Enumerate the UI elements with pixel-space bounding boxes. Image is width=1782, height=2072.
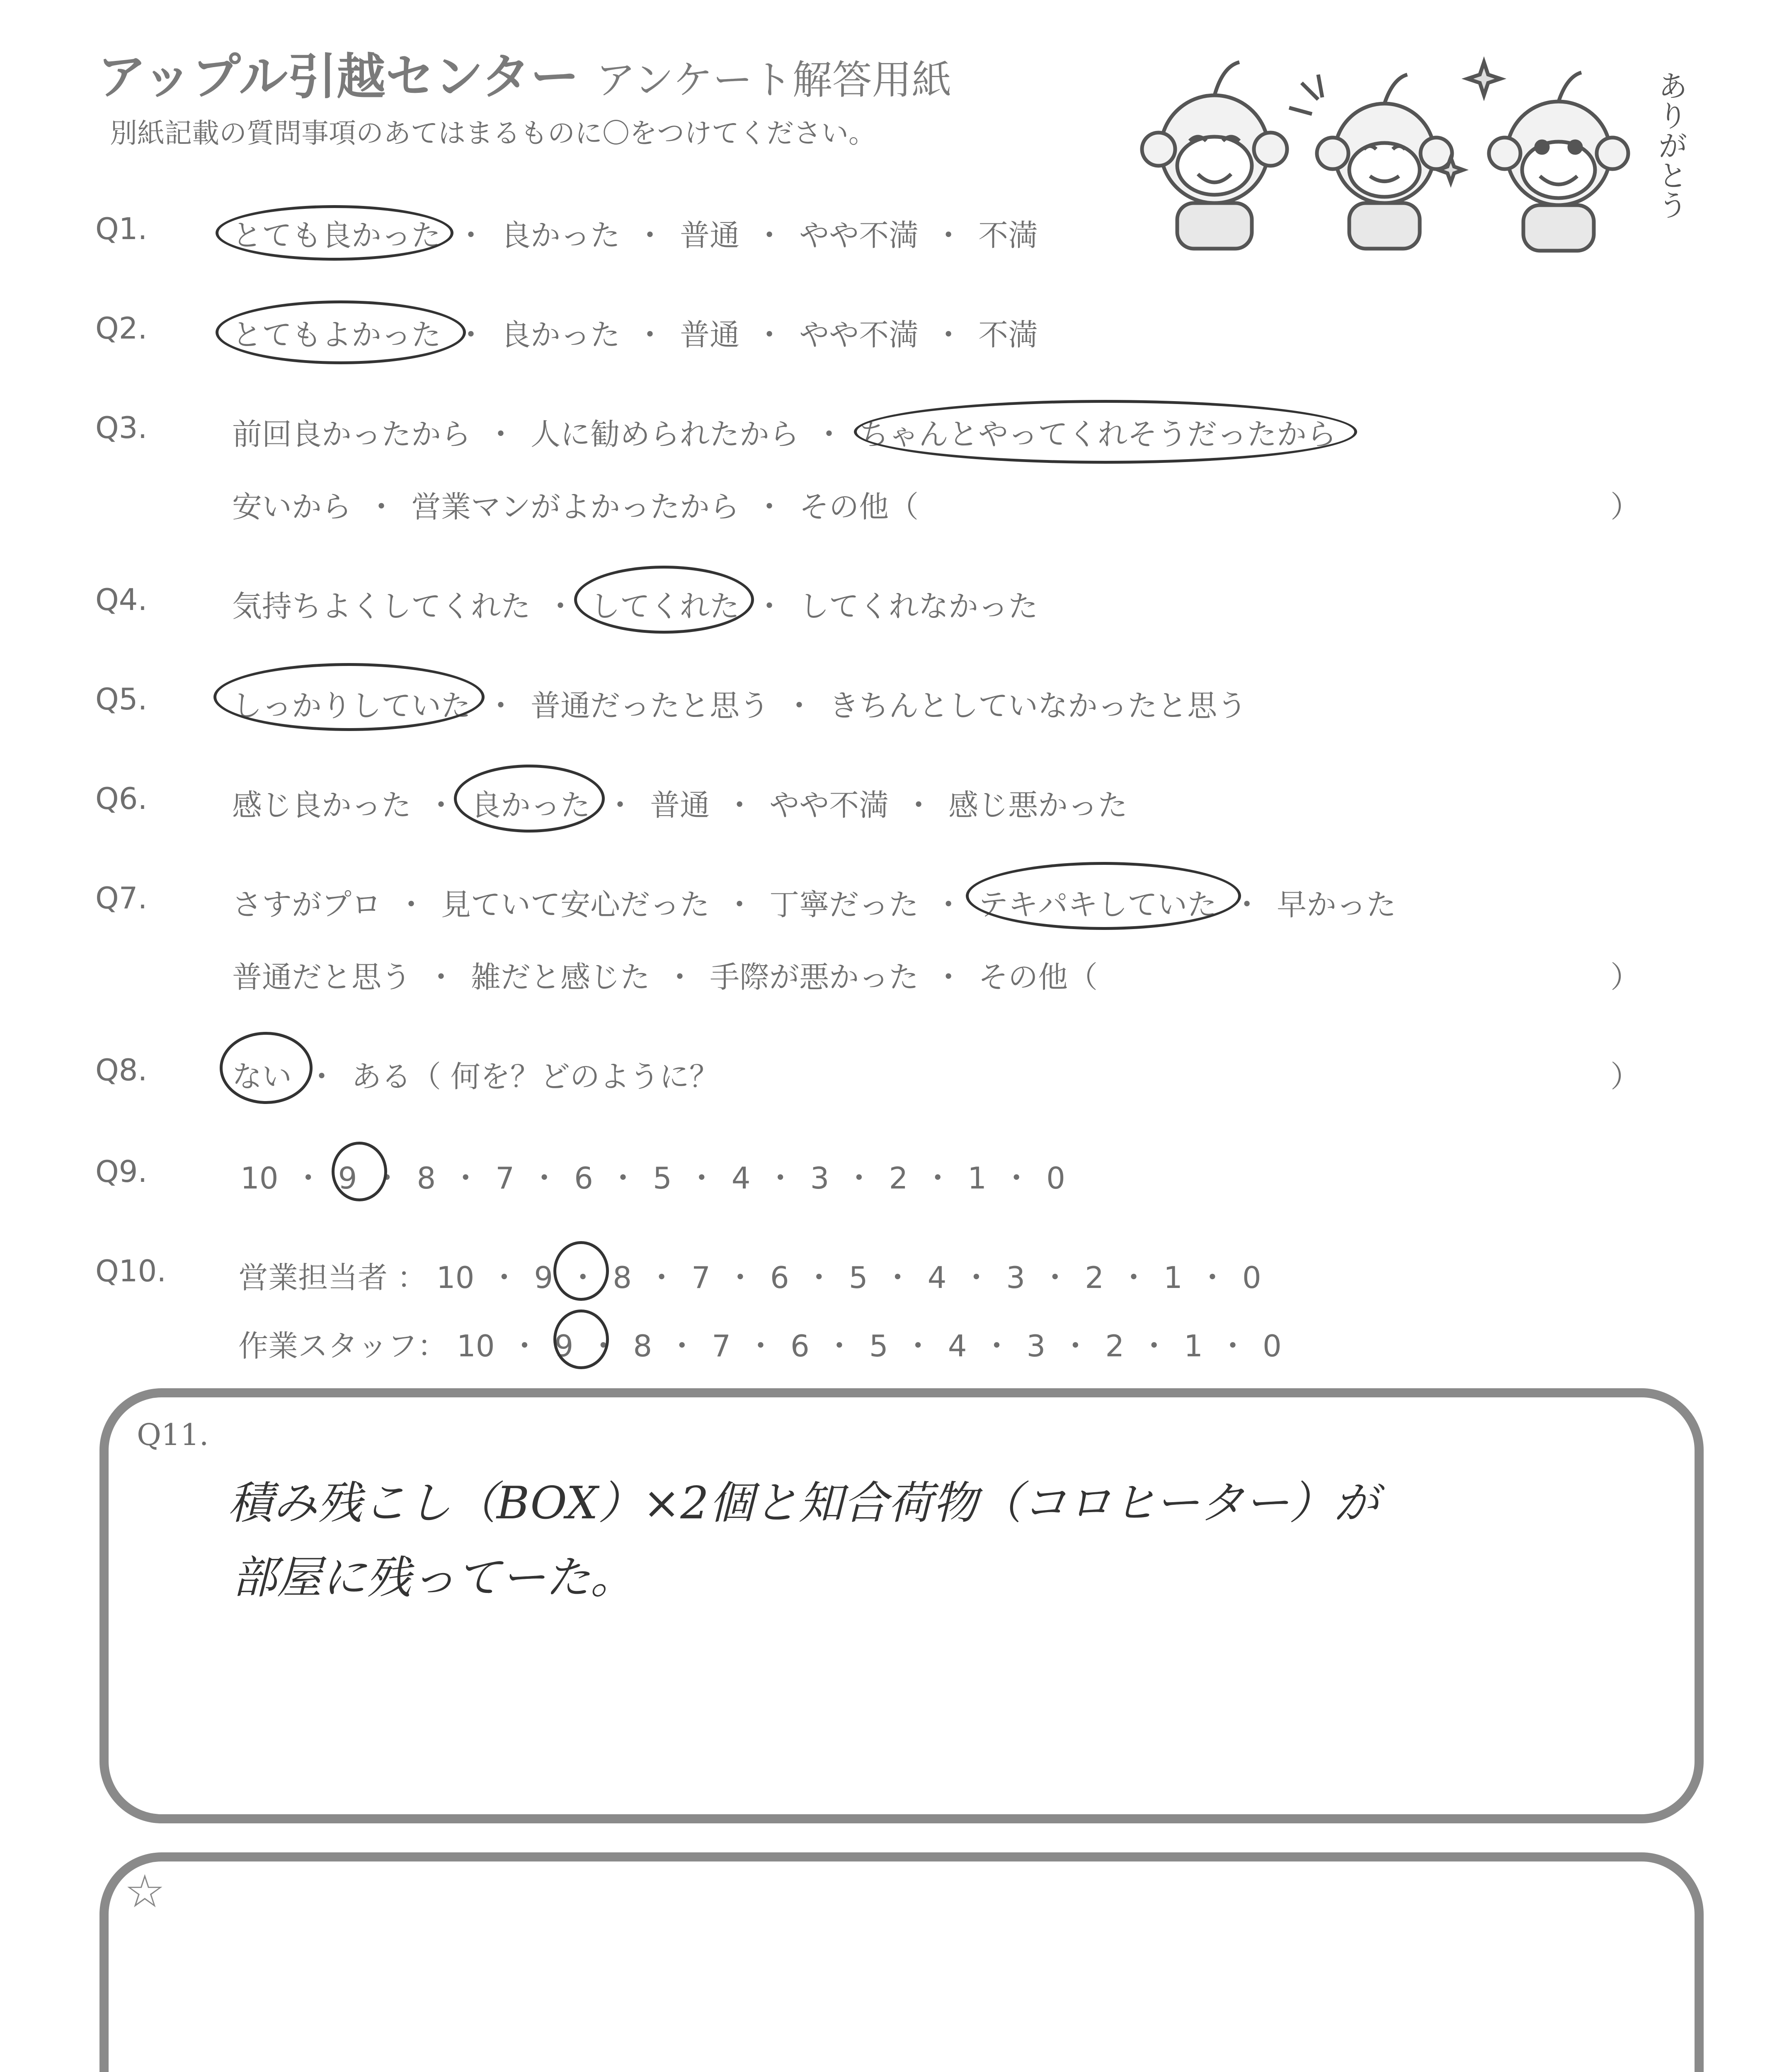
q5-selection-circle bbox=[213, 663, 485, 731]
q8-label: Q8. bbox=[95, 1053, 148, 1087]
q2-label: Q2. bbox=[95, 311, 148, 346]
q4-option-1[interactable]: 気持ちよくしてくれた bbox=[232, 589, 531, 624]
q6-option-2[interactable]: 良かった bbox=[471, 788, 591, 823]
star-comment-panel bbox=[99, 1852, 1704, 2072]
q1-option-5[interactable]: 不満 bbox=[978, 218, 1038, 253]
q11-label: Q11. bbox=[137, 1417, 209, 1452]
q9-score-3[interactable]: 3 bbox=[810, 1161, 829, 1196]
q7-option-7[interactable]: 雑だと感じた bbox=[471, 960, 650, 995]
q11-comment-line-1: 積み残こし（BOX）×2個と知合荷物（コロヒーター）が bbox=[228, 1477, 1379, 1529]
q9-selection-circle bbox=[332, 1142, 387, 1201]
q2-option-2[interactable]: 良かった bbox=[501, 317, 621, 352]
q10-sales-score-1[interactable]: 1 bbox=[1164, 1260, 1183, 1295]
q10-sales-score-8[interactable]: 8 bbox=[613, 1260, 632, 1295]
q7-option-3[interactable]: 丁寧だった bbox=[769, 887, 919, 922]
q7-option-4[interactable]: テキパキしていた bbox=[978, 887, 1217, 922]
q10-sales-score-6[interactable]: 6 bbox=[770, 1260, 789, 1295]
q9-scale: 10 ・ 9 ・ 8 ・ 7 ・ 6 ・ 5 ・ 4 ・ 3 ・ 2 ・ 1 ・ 0 bbox=[240, 1161, 1065, 1196]
q10-sales-selection-circle bbox=[553, 1241, 609, 1301]
q6-label: Q6. bbox=[95, 781, 148, 816]
q1-option-4[interactable]: やや不満 bbox=[799, 218, 919, 253]
q10-staff-score-5[interactable]: 5 bbox=[869, 1329, 888, 1363]
q6-option-4[interactable]: やや不満 bbox=[769, 788, 889, 823]
q9-score-9[interactable]: 9 bbox=[338, 1161, 357, 1196]
q10-staff-score-6[interactable]: 6 bbox=[790, 1329, 810, 1363]
q10-sales-score-3[interactable]: 3 bbox=[1006, 1260, 1026, 1295]
q10-sales-score-9[interactable]: 9 bbox=[534, 1260, 553, 1295]
q9-score-5[interactable]: 5 bbox=[652, 1161, 672, 1196]
q11-comment-panel bbox=[99, 1388, 1704, 1823]
q3-selection-circle bbox=[854, 400, 1357, 464]
q5-option-1[interactable]: しっかりしていた bbox=[232, 688, 471, 723]
q9-score-4[interactable]: 4 bbox=[731, 1161, 751, 1196]
q5-option-2[interactable]: 普通だったと思う bbox=[531, 688, 770, 723]
q7-option-8[interactable]: 手際が悪かった bbox=[710, 960, 919, 995]
q10-staff-score-1[interactable]: 1 bbox=[1184, 1329, 1203, 1363]
q9-score-7[interactable]: 7 bbox=[495, 1161, 515, 1196]
q4-selection-circle bbox=[574, 566, 754, 634]
q7-options-row2: 普通だと思う ・ 雑だと感じた ・ 手際が悪かった ・ その他（ bbox=[232, 960, 1098, 995]
q1-option-2[interactable]: 良かった bbox=[501, 218, 621, 253]
q7-label: Q7. bbox=[95, 881, 148, 915]
q10-sales-score-10[interactable]: 10 bbox=[436, 1260, 475, 1295]
q7-option-2[interactable]: 見ていて安心だった bbox=[441, 887, 710, 922]
q3-option-4[interactable]: 安いから bbox=[232, 489, 352, 524]
q8-selection-circle bbox=[220, 1032, 313, 1104]
q3-option-1[interactable]: 前回良かったから bbox=[232, 417, 471, 452]
q2-option-3[interactable]: 普通 bbox=[680, 317, 740, 352]
q9-score-1[interactable]: 1 bbox=[967, 1161, 987, 1196]
q3-option-6[interactable]: その他（ bbox=[799, 489, 919, 524]
q2-option-5[interactable]: 不満 bbox=[978, 317, 1038, 352]
q1-option-3[interactable]: 普通 bbox=[680, 218, 740, 253]
q8-options: ない ・ ある（ 何を？どのように？ bbox=[232, 1059, 719, 1094]
q10-staff-score-0[interactable]: 0 bbox=[1263, 1329, 1282, 1363]
q8-option-1[interactable]: ない bbox=[232, 1059, 292, 1094]
q11-comment-line-2: 部屋に残ってーた。 bbox=[232, 1552, 635, 1604]
q2-option-4[interactable]: やや不満 bbox=[799, 317, 919, 352]
q10-label: Q10. bbox=[95, 1254, 167, 1288]
q6-option-5[interactable]: 感じ悪かった bbox=[948, 788, 1128, 823]
q8-close-paren: ） bbox=[1610, 1059, 1641, 1094]
q10-staff-score-8[interactable]: 8 bbox=[633, 1329, 652, 1363]
star-icon: ☆ bbox=[124, 1865, 165, 1918]
q5-option-3[interactable]: きちんとしていなかったと思う bbox=[829, 688, 1247, 723]
q10-staff-score-7[interactable]: 7 bbox=[712, 1329, 731, 1363]
q7-selection-circle bbox=[966, 862, 1241, 930]
q10-sales-score-2[interactable]: 2 bbox=[1085, 1260, 1104, 1295]
q4-options: 気持ちよくしてくれた ・ してくれた ・ してくれなかった bbox=[232, 589, 1038, 624]
q6-options: 感じ良かった ・ 良かった ・ 普通 ・ やや不満 ・ 感じ悪かった bbox=[232, 788, 1128, 823]
thanks-text: ありがとう bbox=[1653, 70, 1688, 220]
q3-label: Q3. bbox=[95, 410, 148, 445]
q1-option-1[interactable]: とても良かった bbox=[232, 218, 441, 253]
q3-options: 前回良かったから ・ 人に勧められたから ・ ちゃんとやってくれそうだったから bbox=[232, 417, 1337, 452]
q5-options: しっかりしていた ・ 普通だったと思う ・ きちんとしていなかったと思う bbox=[232, 688, 1247, 723]
q10-staff-score-9[interactable]: 9 bbox=[554, 1329, 574, 1363]
q3-option-2[interactable]: 人に勧められたから bbox=[531, 417, 800, 452]
q4-label: Q4. bbox=[95, 582, 148, 617]
page-title bbox=[97, 37, 952, 108]
q10-staff-label: 作業スタッフ： bbox=[238, 1329, 448, 1363]
company-name: アップル引越センター bbox=[97, 48, 579, 105]
q7-option-1[interactable]: さすがプロ bbox=[232, 887, 382, 922]
q3-options-row2: 安いから ・ 営業マンがよかったから ・ その他（ bbox=[232, 489, 919, 524]
q9-score-0[interactable]: 0 bbox=[1046, 1161, 1065, 1196]
q7-close-paren: ） bbox=[1610, 960, 1641, 995]
q2-selection-circle bbox=[216, 300, 466, 364]
q4-option-3[interactable]: してくれなかった bbox=[799, 589, 1038, 624]
mascot-monkeys bbox=[1119, 46, 1708, 261]
q10-staff-score-3[interactable]: 3 bbox=[1026, 1329, 1046, 1363]
q9-score-2[interactable]: 2 bbox=[889, 1161, 908, 1196]
q7-option-6[interactable]: 普通だと思う bbox=[232, 960, 412, 995]
q6-selection-circle bbox=[454, 765, 605, 833]
q10-staff-score-10[interactable]: 10 bbox=[456, 1329, 495, 1363]
q7-option-9[interactable]: その他（ bbox=[978, 960, 1098, 995]
q10-sales-label: 営業担当者 ： bbox=[238, 1260, 427, 1295]
q10-staff-selection-circle bbox=[553, 1310, 609, 1369]
q9-score-10[interactable]: 10 bbox=[240, 1161, 279, 1196]
form-title: アンケート解答用紙 bbox=[596, 57, 952, 103]
q7-option-5[interactable]: 早かった bbox=[1277, 887, 1397, 922]
q10-staff-score-2[interactable]: 2 bbox=[1105, 1329, 1125, 1363]
q10-sales-score-5[interactable]: 5 bbox=[849, 1260, 868, 1295]
q7-options: さすがプロ ・ 見ていて安心だった ・ 丁寧だった ・ テキパキしていた ・ 早かった bbox=[232, 887, 1397, 922]
q3-option-5[interactable]: 営業マンがよかったから bbox=[411, 489, 740, 524]
instruction-text: 別紙記載の質問事項のあてはまるものに〇をつけてください。 bbox=[110, 117, 876, 149]
q2-option-1[interactable]: とてもよかった bbox=[232, 317, 441, 352]
q10-row-staff: 作業スタッフ： 10 ・ 9 ・ 8 ・ 7 ・ 6 ・ 5 ・ 4 ・ 3 ・ 2 ・ 1 ・ 0 bbox=[238, 1329, 1282, 1363]
q2-options: とてもよかった ・ 良かった ・ 普通 ・ やや不満 ・ 不満 bbox=[232, 317, 1038, 352]
q6-option-1[interactable]: 感じ良かった bbox=[232, 788, 412, 823]
q6-option-3[interactable]: 普通 bbox=[650, 788, 710, 823]
q1-selection-circle bbox=[216, 205, 453, 261]
q10-sales-score-7[interactable]: 7 bbox=[691, 1260, 710, 1295]
q5-label: Q5. bbox=[95, 682, 148, 716]
q9-score-6[interactable]: 6 bbox=[574, 1161, 593, 1196]
q10-row-sales: 営業担当者 ： 10 ・ 9 ・ 8 ・ 7 ・ 6 ・ 5 ・ 4 ・ 3 ・ 2 ・ 1 ・ 0 bbox=[238, 1260, 1261, 1295]
q9-score-8[interactable]: 8 bbox=[417, 1161, 436, 1196]
q10-sales-score-0[interactable]: 0 bbox=[1242, 1260, 1261, 1295]
q1-label: Q1. bbox=[95, 211, 148, 246]
q10-sales-score-4[interactable]: 4 bbox=[927, 1260, 947, 1295]
q8-option-2[interactable]: ある（ 何を？どのように？ bbox=[352, 1059, 719, 1094]
q1-options: とても良かった ・ 良かった ・ 普通 ・ やや不満 ・ 不満 bbox=[232, 218, 1038, 253]
q9-label: Q9. bbox=[95, 1154, 148, 1189]
q3-close-paren: ） bbox=[1610, 489, 1641, 524]
q3-option-3[interactable]: ちゃんとやってくれそうだったから bbox=[859, 417, 1337, 452]
q10-staff-score-4[interactable]: 4 bbox=[948, 1329, 967, 1363]
q4-option-2[interactable]: してくれた bbox=[590, 589, 740, 624]
